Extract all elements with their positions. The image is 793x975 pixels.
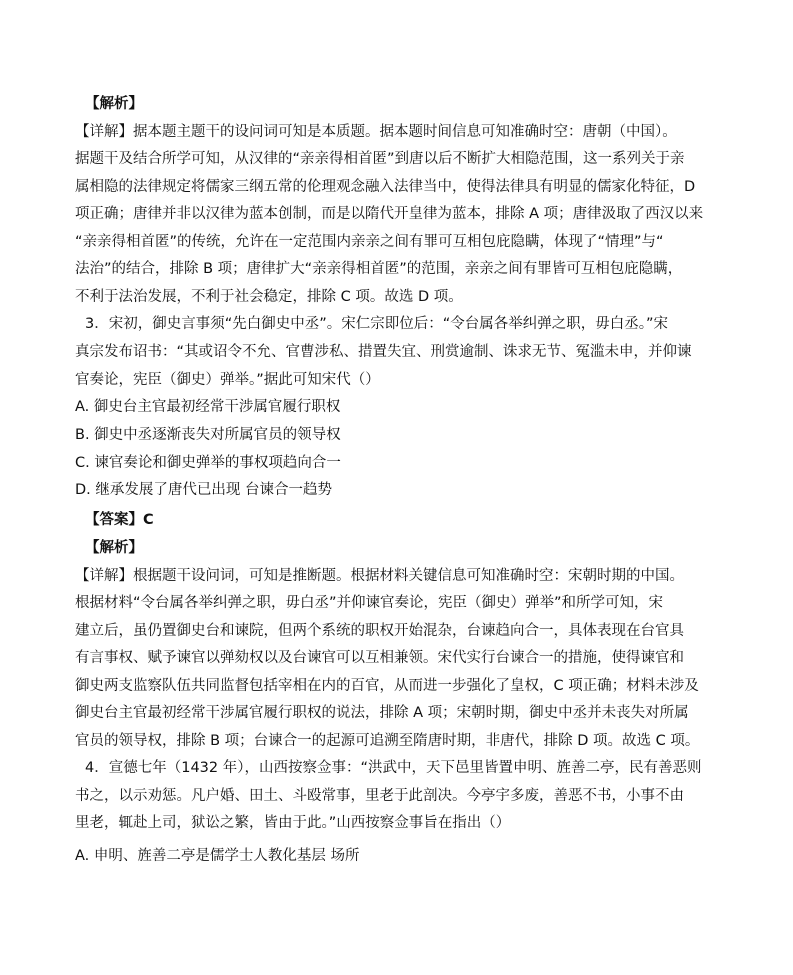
q2-detail-line-6: 法治”的结合，排除 B 项；唐律扩大“亲亲得相首匿”的范围，亲亲之间有罪皆可互相包庇隐瞒， xyxy=(75,261,683,277)
q3-analysis-heading: 【解析】 xyxy=(85,540,143,556)
q3-stem-line-1: 3．宋初，御史言事须“先白御史中丞”。宋仁宗即位后：“令台属各举纠弹之职，毋白丞。”宋 xyxy=(85,316,669,332)
q2-analysis-heading: 【解析】 xyxy=(85,96,143,112)
q2-detail-line-1: 【详解】据本题主题干的设问词可知是本质题。据本题时间信息可知准确时空：唐朝（中国）。 xyxy=(75,124,677,140)
q3-detail-line-6: 御史台主官最初经常干涉属官履行职权的说法，排除 A 项；宋朝时期，御史中丞并未丧失对所属 xyxy=(75,705,689,721)
q3-stem-line-3: 官奏论，宪臣（御史）弹举。”据此可知宋代（） xyxy=(75,372,380,388)
q3-detail-line-2: 根据材料“令台属各举纠弹之职，毋白丞”并仰谏官奏论，宪臣（御史）弹举”和所学可知，宋 xyxy=(75,595,664,611)
q2-detail-line-7: 不利于法治发展，不利于社会稳定，排除 C 项。故选 D 项。 xyxy=(75,289,463,305)
q3-detail-line-7: 官员的领导权，排除 B 项；台谏合一的起源可追溯至隋唐时期，非唐代，排除 D 项。故选 C 项。 xyxy=(75,733,700,749)
q3-option-a: A. 御史台主官最初经常干涉属官履行职权 xyxy=(75,399,341,415)
q3-option-d: D. 继承发展了唐代已出现 台谏合一趋势 xyxy=(75,482,332,498)
q3-option-c: C. 谏官奏论和御史弹举的事权项趋向合一 xyxy=(75,455,341,471)
q3-detail-line-1: 【详解】根据题干设问词，可知是推断题。根据材料关键信息可知准确时空：宋朝时期的中国。 xyxy=(75,568,684,584)
q4-option-a: A. 申明、旌善二亭是儒学士人教化基层 场所 xyxy=(75,848,360,864)
q4-stem-line-1: 4．宣德七年（1432 年），山西按察佥事：“洪武中，天下邑里皆置申明、旌善二亭，民有善恶则 xyxy=(85,760,702,776)
q2-detail-line-3: 属相隐的法律规定将儒家三纲五常的伦理观念融入法律当中，使得法律具有明显的儒家化特征，D xyxy=(75,179,696,195)
q4-stem-line-2: 书之，以示劝惩。凡户婚、田土、斗殴常事，里老于此剖决。今亭宇多废，善恶不书，小事不由 xyxy=(75,788,684,804)
q3-answer: 【答案】C xyxy=(85,512,154,528)
q2-detail-line-5: “亲亲得相首匿”的传统，允许在一定范围内亲亲之间有罪可互相包庇隐瞒，体现了“情理”与“ xyxy=(75,234,664,250)
q2-detail-line-4: 项正确；唐律并非以汉律为蓝本创制，而是以隋代开皇律为蓝本，排除 A 项；唐律汲取了西汉以来 xyxy=(75,206,704,222)
q3-option-b: B. 御史中丞逐渐丧失对所属官员的领导权 xyxy=(75,427,341,443)
q3-detail-line-5: 御史两支监察队伍共同监督包括宰相在内的百官，从而进一步强化了皇权，C 项正确；材料未涉及 xyxy=(75,678,699,694)
q3-detail-line-4: 有言事权、赋予谏官以弹劾权以及台谏官可以互相兼领。宋代实行台谏合一的措施，使得谏官和 xyxy=(75,650,684,666)
q3-detail-line-3: 建立后，虽仍置御史台和谏院，但两个系统的职权开始混杂，台谏趋向合一，具体表现在台官具 xyxy=(75,623,684,639)
q4-stem-line-3: 里老，辄赴上司，狱讼之繁，皆由于此。”山西按察佥事旨在指出（） xyxy=(75,815,511,831)
q3-stem-line-2: 真宗发布诏书：“其或诏令不允、官曹涉私、措置失宜、刑赏逾制、诛求无节、冤滥未申，并仰谏 xyxy=(75,344,692,360)
q2-detail-line-2: 据题干及结合所学可知，从汉律的“亲亲得相首匿”到唐以后不断扩大相隐范围，这一系列关于亲 xyxy=(75,151,685,167)
